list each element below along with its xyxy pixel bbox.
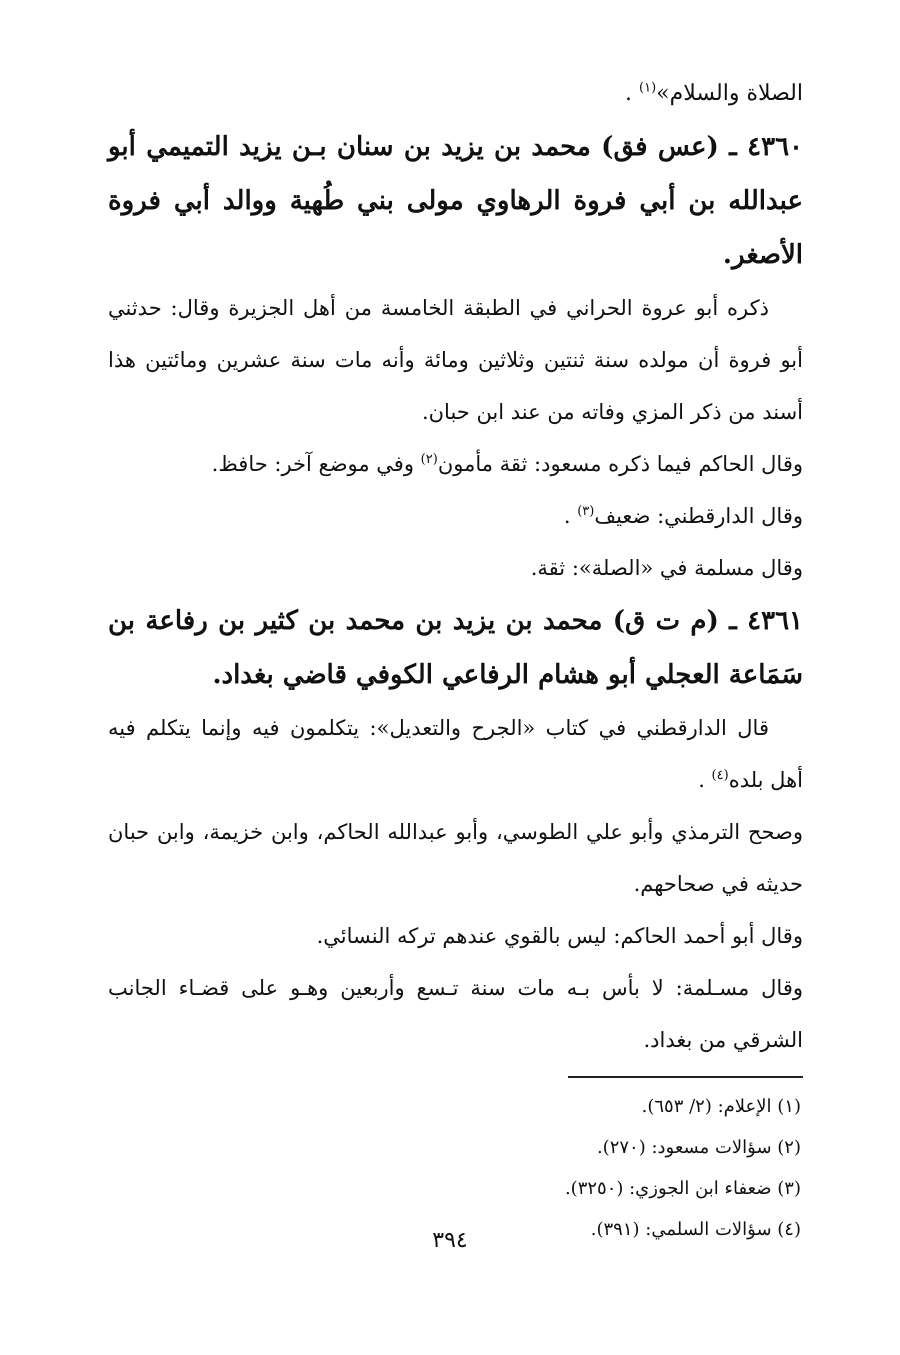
footnote-marker-1: (١)	[639, 80, 657, 96]
entry-4361-paragraph-4: وقال مسـلمة: لا بأس بـه مات سنة تـسع وأربعين وهـو على قضـاء الجانب الشرقي من بغداد.	[108, 976, 803, 1052]
entry-4361-paragraph-1-text: قال الدارقطني في كتاب «الجرح والتعديل»: يتكلمون فيه وإنما يتكلم فيه أهل بلده	[108, 716, 803, 792]
entry-4360-heading: ٤٣٦٠ ـ (عس فق) محمد بن يزيد بن سنان بـن يزيد التميمي أبو عبدالله بن أبي فروة الرهاوي مولى بني طُهية ووالد أبي فروة الأصغر.	[108, 132, 803, 270]
entry-4360-paragraph-3-end: .	[563, 504, 578, 528]
continued-text-end: .	[625, 81, 640, 106]
entry-4360-paragraph-4: وقال مسلمة في «الصلة»: ثقة.	[530, 556, 803, 580]
entry-4361-paragraph-3: وقال أبو أحمد الحاكم: ليس بالقوي عندهم تركه النسائي.	[316, 924, 803, 948]
footnote-2: (٢) سؤالات مسعود: (٢٧٠).	[596, 1137, 801, 1158]
entry-4360-paragraph-2	[108, 438, 803, 490]
entry-4360-paragraph-2-end: وفي موضع آخر: حافظ.	[211, 452, 421, 476]
entry-4360-paragraph-3-text: وقال الدارقطني: ضعيف	[594, 504, 803, 528]
page-number: ٣٩٤	[432, 1228, 468, 1253]
footnote-4: (٤) سؤالات السلمي: (٣٩١).	[590, 1219, 801, 1240]
entry-4360-paragraph-3	[108, 490, 803, 542]
document-page	[108, 68, 803, 1250]
footnote-marker-4: (٤)	[711, 768, 729, 783]
entry-4361-paragraph-1-end: .	[698, 768, 712, 792]
footnote-separator	[568, 1076, 803, 1078]
footnote-marker-2: (٢)	[420, 452, 438, 467]
continued-text: الصلاة والسلام»	[656, 81, 803, 106]
footnote-marker-3: (٣)	[577, 504, 595, 519]
entry-4360-paragraph-2-text: وقال الحاكم فيما ذكره مسعود: ثقة مأمون	[437, 452, 803, 476]
entry-4361-paragraph-2: وصحح الترمذي وأبو علي الطوسي، وأبو عبدالله الحاكم، وابن خزيمة، وابن حبان حديثه في صحاحهم.	[108, 820, 803, 896]
footnote-1: (١) الإعلام: (٢/ ٦٥٣).	[641, 1096, 801, 1117]
footnote-3: (٣) ضعفاء ابن الجوزي: (٣٢٥٠).	[564, 1178, 801, 1199]
entry-4361-paragraph-1	[108, 702, 803, 806]
entry-4360-paragraph-1: ذكره أبو عروة الحراني في الطبقة الخامسة من أهل الجزيرة وقال: حدثني أبو فروة أن مولده سنة ثنتين وثلاثين ومائة وأنه مات سنة عشرين ومائتين هذا أسند من ذكر المزي وفاته من عند ابن حبان.	[108, 296, 803, 424]
entry-4361-heading: ٤٣٦١ ـ (م ت ق) محمد بن يزيد بن محمد بن كثير بن رفاعة بن سَمَاعة العجلي أبو هشام الرفاعي الكوفي قاضي بغداد.	[108, 606, 803, 690]
continued-text-line	[108, 68, 803, 120]
